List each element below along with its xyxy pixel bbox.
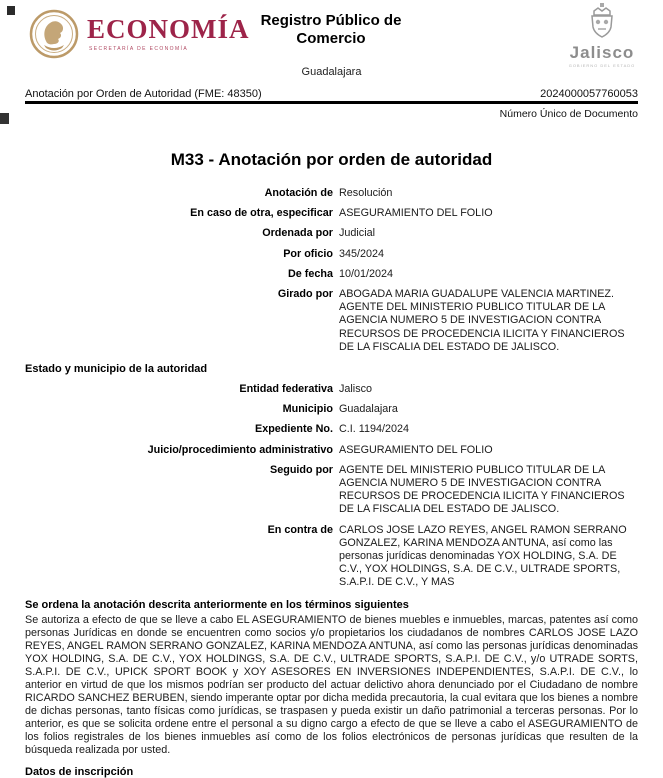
- jalisco-wordmark: Jalisco: [569, 43, 635, 62]
- field-row: [25, 248, 638, 261]
- economia-wordmark: ECONOMÍA: [87, 14, 250, 44]
- jalisco-subtitle: GOBIERNO DEL ESTADO: [568, 63, 636, 68]
- field-row: [25, 464, 638, 517]
- field-value: ASEGURAMIENTO DEL FOLIO: [339, 207, 493, 220]
- economia-eagle-emblem-icon: [28, 7, 80, 61]
- scan-artifact: [0, 113, 9, 124]
- field-label: Seguido por: [270, 463, 333, 476]
- economia-wordmark-block: [87, 7, 250, 52]
- field-value: Jalisco: [339, 383, 373, 396]
- document-type-text: Anotación por Orden de Autoridad (FME: 48350): [25, 88, 262, 100]
- jalisco-logo: [559, 3, 645, 68]
- horizontal-rule: [25, 101, 638, 104]
- registry-title-block: [231, 12, 431, 48]
- field-value: Resolución: [339, 187, 393, 199]
- field-label: Expediente No.: [255, 423, 333, 436]
- field-value: Judicial: [339, 227, 376, 240]
- field-value: ASEGURAMIENTO DEL FOLIO: [339, 443, 493, 456]
- field-value: C.I. 1194/2024: [339, 423, 410, 436]
- field-label: Municipio: [282, 403, 333, 416]
- field-label: Girado por: [277, 288, 333, 301]
- field-row: [25, 268, 638, 281]
- economia-subtitle: SECRETARÍA DE ECONOMÍA: [89, 46, 189, 52]
- field-label: Ordenada por: [262, 227, 333, 240]
- field-value: AGENTE DEL MINISTERIO PUBLICO TITULAR DE LA AGENCIA NUMERO 5 DE INVESTIGACION CONTRA RECURSOS DE PROCEDENCIA ILICITA Y FINANCIEROS DE LA FISCALIA DEL ESTADO DE JALISCO.: [339, 463, 625, 516]
- field-label: Por oficio: [283, 247, 333, 260]
- document-bar: [25, 88, 638, 100]
- form-body: [25, 150, 638, 778]
- economia-logo: [28, 7, 250, 61]
- document-number: 2024000057760053: [540, 88, 638, 100]
- field-row: [25, 403, 638, 416]
- document-number-label: Número Único de Documento: [499, 108, 638, 120]
- field-row: [25, 187, 638, 200]
- field-label: En contra de: [267, 523, 333, 536]
- field-label: Juicio/procedimiento administrativo: [147, 443, 333, 456]
- page-header: [0, 0, 663, 86]
- field-label: Anotación de: [264, 187, 333, 199]
- field-row: [25, 524, 638, 590]
- field-value: CARLOS JOSE LAZO REYES, ANGEL RAMON SERRANO GONZALEZ, KARINA MENDOZA ANTUNA, así como las personas jurídicas denominadas YOX HOLDING, S.A. DE C.V., YOX HOLDINGS, S.A. DE C.V., ULTRADE SPORTS, S.A.P.I. DE C.V., Y MAS: [339, 523, 627, 589]
- field-row: [25, 423, 638, 436]
- section-heading-inscription: Datos de inscripción: [25, 765, 134, 778]
- field-value: Guadalajara: [339, 403, 398, 416]
- field-label: Entidad federativa: [239, 383, 333, 396]
- field-label: En caso de otra, especificar: [190, 207, 333, 220]
- field-value: ABOGADA MARIA GUADALUPE VALENCIA MARTINEZ. AGENTE DEL MINISTERIO PUBLICO TITULAR DE LA AGENCIA NUMERO 5 DE INVESTIGACION CONTRA RECURSOS DE PROCEDENCIA ILICITA Y FINANCIEROS DE LA FISCALIA DEL ESTADO DE JALISCO.: [339, 288, 625, 353]
- registry-title: Registro Público de Comercio: [260, 12, 402, 47]
- registry-office: Guadalajara: [301, 66, 362, 78]
- form-title: M33 - Anotación por orden de autoridad: [170, 150, 493, 169]
- jalisco-crest-icon: [585, 3, 619, 40]
- terms-paragraph: Se autoriza a efecto de que se lleve a cabo EL ASEGURAMIENTO de bienes muebles e inmuebles, marcas, patentes así como personas Jurídicas en donde se encuentren como socios y/o propietarios los ciudadanos de nombres CARLOS JOSE LAZO REYES, ANGEL RAMON SERRANO GONZALEZ, KARINA MENDOZA ANTUNA, así como las personas jurídicas denominadas YOX HOLDING, S.A. DE C.V., YOX HOLDINGS, S.A. DE C.V., ULTRADE SPORTS, S.A.P.I. DE C.V., y/o UTRADE SORTS, S.A.P.I. DE C.V., UPICK SPORT BOOK y XOY ASESORES EN INVERSIONES INDEPENDIENTES, S.A.P.I. DE C.V., lo anterior en virtud de que los mismos podrían ser producto del actuar delictivo ahora denunciado por el Ciudadano de nombre RICARDO SANCHEZ BERUBEN, siendo imperante optar por dicha medida precautoria, la cual evitara que los bienes a nombre de dichas personas, tanto físicas como jurídicas, se traspasen y pueda existir un daño patrimonial a terceras personas. Por lo anterior, es que se solicita ordene entre el personal a su digno cargo a efecto de que se lleve a cabo el ASEGURAMIENTO de los folios registrales de los bienes inmuebles así como de los folios electrónicos de personas jurídicas que resulten de la búsqueda realizada por usted.: [25, 613, 638, 756]
- field-row: [25, 227, 638, 240]
- field-row: [25, 383, 638, 396]
- field-row: [25, 444, 638, 457]
- section-heading-authority: Estado y municipio de la autoridad: [25, 363, 208, 376]
- field-row: [25, 288, 638, 354]
- field-label: De fecha: [287, 267, 333, 280]
- field-value: 10/01/2024: [339, 267, 394, 280]
- field-row: [25, 207, 638, 220]
- field-value: 345/2024: [339, 247, 385, 260]
- section-heading-terms: Se ordena la anotación descrita anteriormente en los términos siguientes: [25, 598, 409, 611]
